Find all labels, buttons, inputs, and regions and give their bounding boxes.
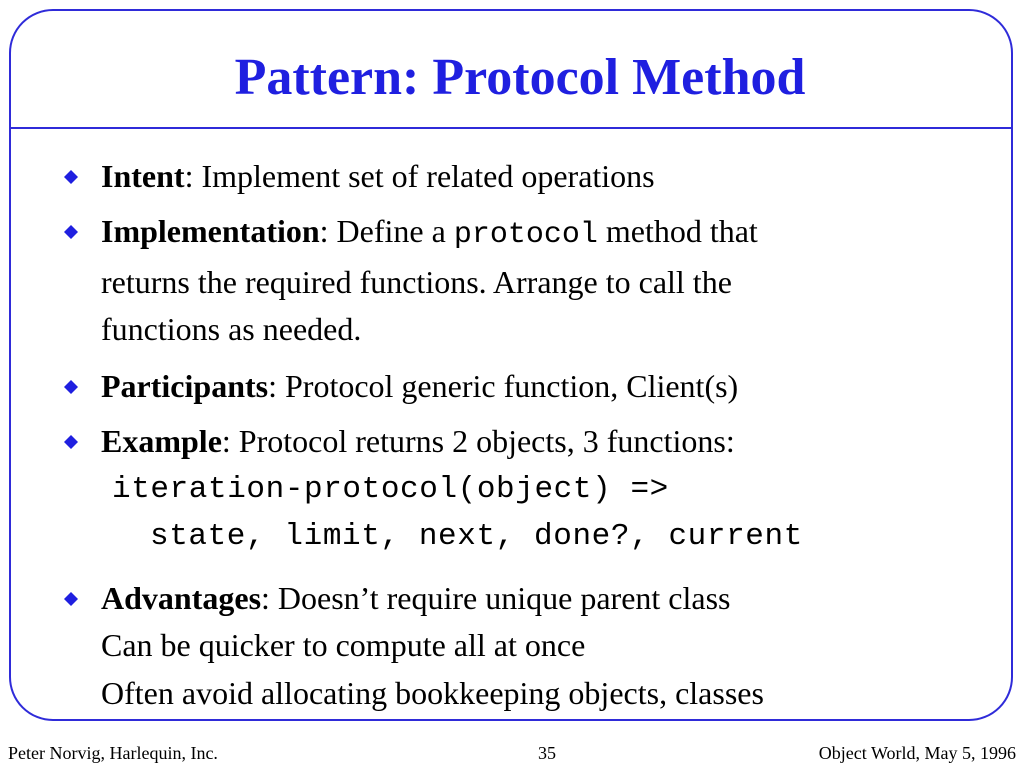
- bullet-text: : Implement set of related operations: [184, 158, 655, 194]
- title-divider: [11, 127, 1011, 129]
- bullet-example: [101, 425, 735, 457]
- bullet-text: : Protocol generic function, Client(s): [268, 368, 739, 404]
- diamond-bullet-icon: [64, 592, 78, 606]
- bullet-text: : Define a: [319, 213, 454, 249]
- bullet-label: Example: [101, 423, 222, 459]
- slide-title: Pattern: Protocol Method: [234, 49, 806, 106]
- bullet-continuation: Often avoid allocating bookkeeping objects, classes: [101, 675, 764, 711]
- bullet-label: Implementation: [101, 213, 320, 249]
- bullet-label: Participants: [101, 368, 269, 404]
- bullet-label: Advantages: [101, 580, 262, 616]
- bullet-continuation: Can be quicker to compute all at once: [101, 627, 586, 663]
- bullet-text: method that: [597, 213, 758, 249]
- bullet-continuation: functions as needed.: [101, 311, 362, 347]
- diamond-bullet-icon: [64, 435, 78, 449]
- diamond-bullet-icon: [64, 225, 78, 239]
- diamond-bullet-icon: [64, 380, 78, 394]
- bullet-text: : Doesn’t require unique parent class: [261, 580, 731, 616]
- bullet-intent: [101, 160, 655, 192]
- inline-code: protocol: [453, 218, 598, 252]
- bullet-label: Intent: [101, 158, 185, 194]
- code-line: state, limit, next, done?, current: [150, 519, 803, 554]
- bullet-text: : Protocol returns 2 objects, 3 functions:: [221, 423, 735, 459]
- footer-page-number: 35: [538, 743, 556, 763]
- bullet-advantages: [101, 582, 731, 614]
- bullet-continuation: returns the required functions. Arrange to call the: [101, 264, 732, 300]
- footer-event: Object World, May 5, 1996: [818, 743, 1016, 763]
- footer-author: Peter Norvig, Harlequin, Inc.: [8, 743, 218, 763]
- bullet-implementation: [101, 215, 758, 250]
- bullet-participants: [101, 370, 738, 402]
- code-line: iteration-protocol(object) =>: [112, 472, 669, 507]
- diamond-bullet-icon: [64, 170, 78, 184]
